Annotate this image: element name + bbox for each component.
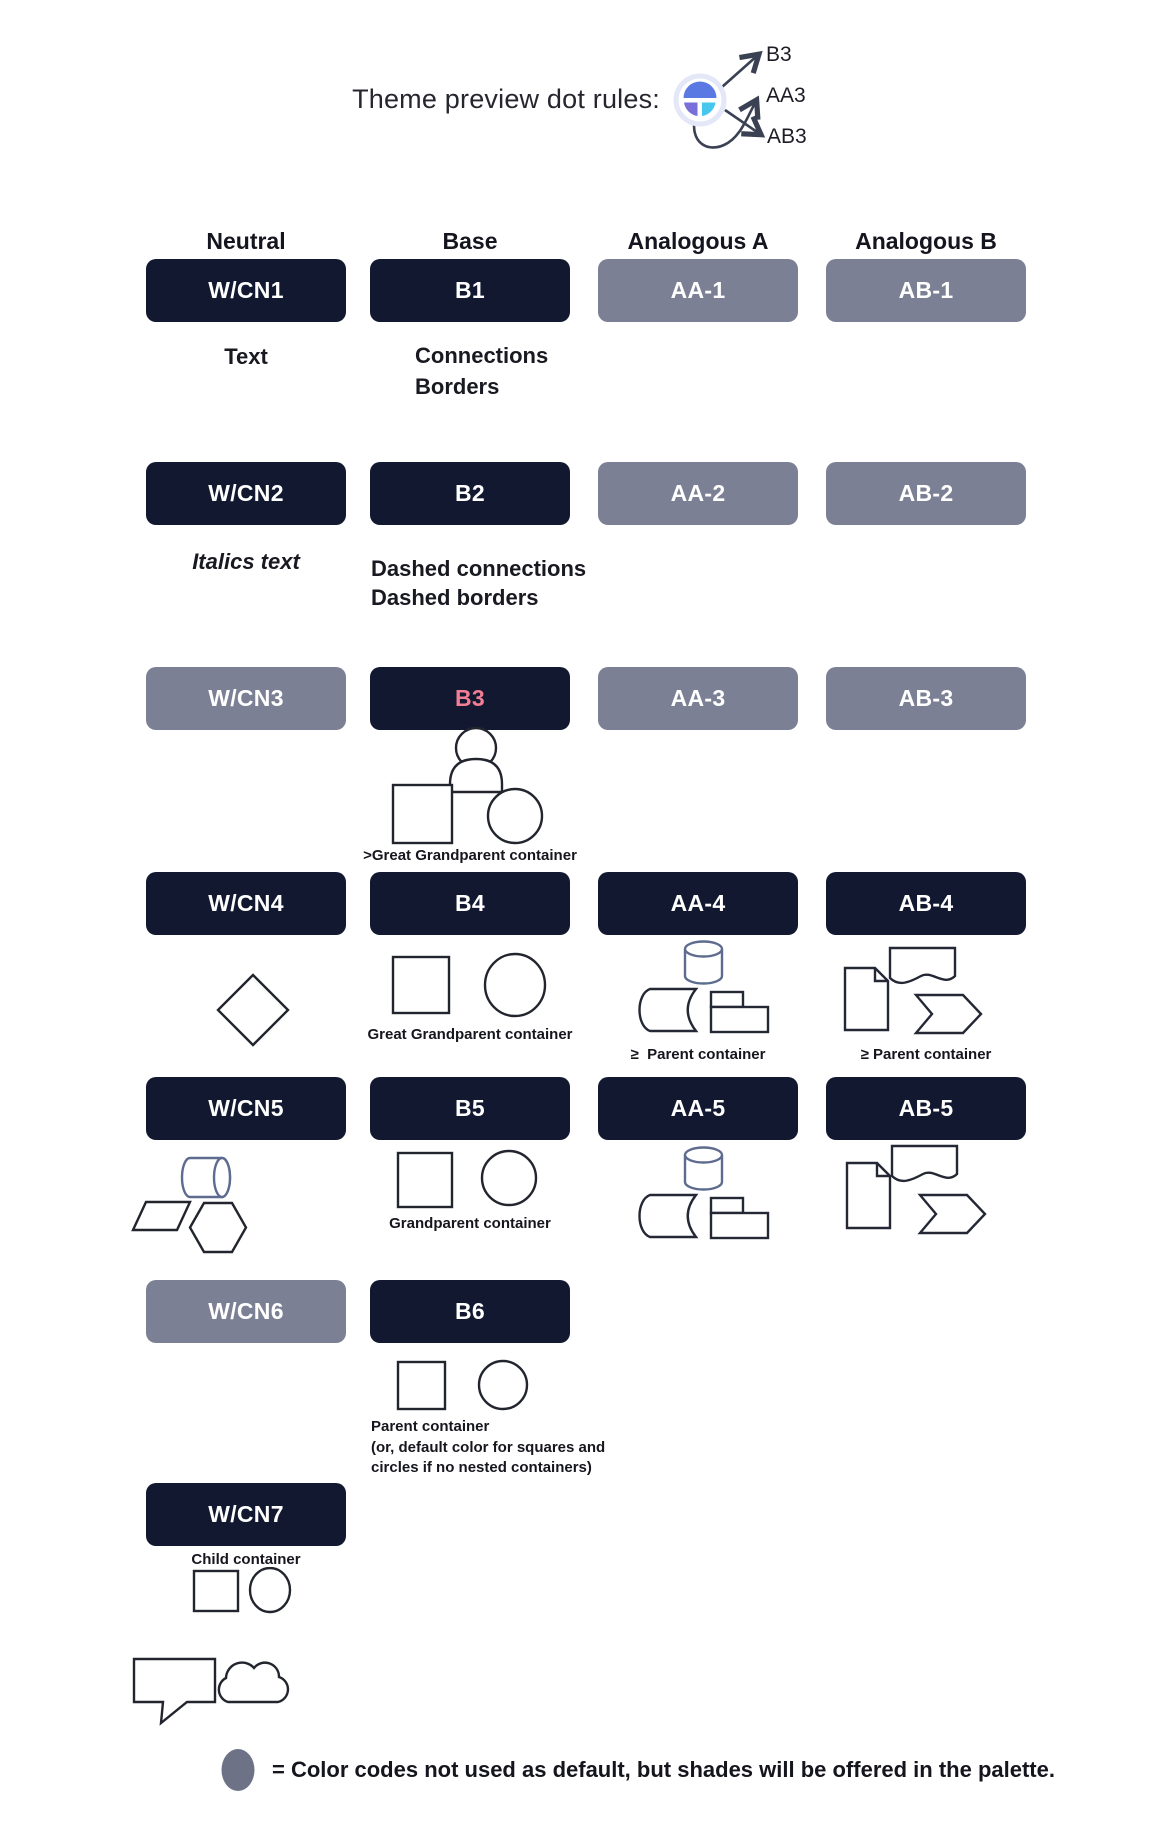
- wcn7-caption: Child container: [191, 1551, 301, 1568]
- swatch-aa-3[interactable]: AA-3: [598, 667, 798, 730]
- hexagon-shape: [190, 1203, 246, 1252]
- base2-note-line1: Dashed connections: [371, 556, 587, 581]
- cloud-shape: [219, 1663, 288, 1702]
- wcn7-shape-group: [185, 1567, 305, 1617]
- swatch-ab-3[interactable]: AB-3: [826, 667, 1026, 730]
- square-shape: [194, 1571, 238, 1611]
- swatch-aa-4[interactable]: AA-4: [598, 872, 798, 935]
- ab4-caption: ≥ Parent container: [860, 1046, 992, 1063]
- swatch-aa-5[interactable]: AA-5: [598, 1077, 798, 1140]
- dot-label-aa3: AA3: [766, 84, 806, 107]
- document-shape: [847, 1163, 890, 1228]
- aa4-caption: ≥ Parent container: [630, 1046, 766, 1063]
- stored-data-shape: [640, 1195, 697, 1237]
- aa5-shape-group: [610, 1146, 795, 1246]
- swatch-b5[interactable]: B5: [370, 1077, 570, 1140]
- swatch-b3[interactable]: B3: [370, 667, 570, 730]
- swatch-b6[interactable]: B6: [370, 1280, 570, 1343]
- person-body-shape: [450, 759, 502, 792]
- circle-shape: [482, 1151, 536, 1205]
- arrow-to-ab3: [725, 110, 760, 134]
- b6-caption-line2: (or, default color for squares and: [371, 1439, 606, 1456]
- bubble-cloud-shape-group: [125, 1650, 305, 1728]
- swatch-wcn2[interactable]: W/CN2: [146, 462, 346, 525]
- b6-shape-group: [390, 1358, 550, 1414]
- b4-caption: Great Grandparent container: [367, 1026, 573, 1043]
- document-shape: [845, 968, 888, 1030]
- b5-caption: Grandparent container: [389, 1215, 551, 1232]
- dot-label-ab3: AB3: [767, 125, 807, 148]
- neutral1-note: Text: [224, 344, 268, 369]
- ab4-shape-group: [835, 940, 1020, 1040]
- folder-tab-shape: [711, 1198, 743, 1213]
- parallelogram-shape: [133, 1202, 190, 1230]
- swatch-wcn3[interactable]: W/CN3: [146, 667, 346, 730]
- swatch-wcn7[interactable]: W/CN7: [146, 1483, 346, 1546]
- b4-shape-group: [388, 948, 553, 1020]
- swatch-wcn6[interactable]: W/CN6: [146, 1280, 346, 1343]
- circle-shape: [250, 1568, 290, 1612]
- swatch-b1[interactable]: B1: [370, 259, 570, 322]
- wcn5-shape-group: [125, 1148, 270, 1258]
- chevron-shape: [920, 1195, 985, 1233]
- square-shape: [398, 1362, 445, 1409]
- theme-preview-dot-illustration: [640, 15, 840, 165]
- swatch-ab-2[interactable]: AB-2: [826, 462, 1026, 525]
- cylinder-top-shape: [685, 1148, 722, 1163]
- circle-shape: [488, 789, 542, 843]
- column-header-analogous-a: Analogous A: [627, 228, 769, 254]
- b6-caption-line1: Parent container: [371, 1418, 490, 1435]
- ab5-shape-group: [835, 1143, 1020, 1253]
- base1-note-line1: Connections: [415, 343, 549, 368]
- speech-bubble-shape: [134, 1659, 215, 1723]
- square-shape: [393, 785, 452, 843]
- column-header-neutral: Neutral: [206, 228, 286, 254]
- swatch-wcn1[interactable]: W/CN1: [146, 259, 346, 322]
- swatch-aa-2[interactable]: AA-2: [598, 462, 798, 525]
- page-title: Theme preview dot rules:: [352, 84, 660, 114]
- swatch-ab-1[interactable]: AB-1: [826, 259, 1026, 322]
- swatch-ab-5[interactable]: AB-5: [826, 1077, 1026, 1140]
- column-header-base: Base: [442, 228, 498, 254]
- neutral2-note: Italics text: [192, 549, 300, 574]
- swatch-ab-4[interactable]: AB-4: [826, 872, 1026, 935]
- circle-shape: [479, 1361, 527, 1409]
- b3-shape-group: [380, 726, 560, 846]
- base2-note-line2: Dashed borders: [371, 585, 539, 610]
- swatch-wcn4[interactable]: W/CN4: [146, 872, 346, 935]
- stored-data-shape: [640, 989, 697, 1031]
- b5-shape-group: [390, 1148, 550, 1210]
- square-shape: [398, 1153, 452, 1207]
- banner-shape: [890, 948, 955, 983]
- swatch-aa-1[interactable]: AA-1: [598, 259, 798, 322]
- b6-caption-line3: circles if no nested containers): [371, 1459, 592, 1476]
- folder-tab-shape: [711, 992, 743, 1007]
- folder-body-shape: [711, 1213, 768, 1238]
- column-header-analogous-b: Analogous B: [855, 228, 997, 254]
- arrow-to-b3: [722, 55, 758, 87]
- horizontal-cylinder-cap-shape: [214, 1158, 230, 1197]
- swatch-b4[interactable]: B4: [370, 872, 570, 935]
- footer-dot-icon: [219, 1748, 259, 1792]
- footer-note: = Color codes not used as default, but shades will be offered in the palette.: [272, 1757, 1055, 1782]
- diamond-shape: [215, 972, 291, 1048]
- cylinder-top-shape: [685, 942, 722, 957]
- swatch-wcn5[interactable]: W/CN5: [146, 1077, 346, 1140]
- swatch-b2[interactable]: B2: [370, 462, 570, 525]
- banner-shape: [892, 1146, 957, 1181]
- b3-caption: >Great Grandparent container: [363, 847, 577, 864]
- circle-shape: [485, 954, 545, 1016]
- folder-body-shape: [711, 1007, 768, 1032]
- aa4-shape-group: [610, 940, 795, 1040]
- square-shape: [393, 957, 449, 1013]
- dot-label-b3: B3: [766, 43, 792, 66]
- chevron-shape: [916, 995, 981, 1033]
- base1-note-line2: Borders: [415, 374, 500, 399]
